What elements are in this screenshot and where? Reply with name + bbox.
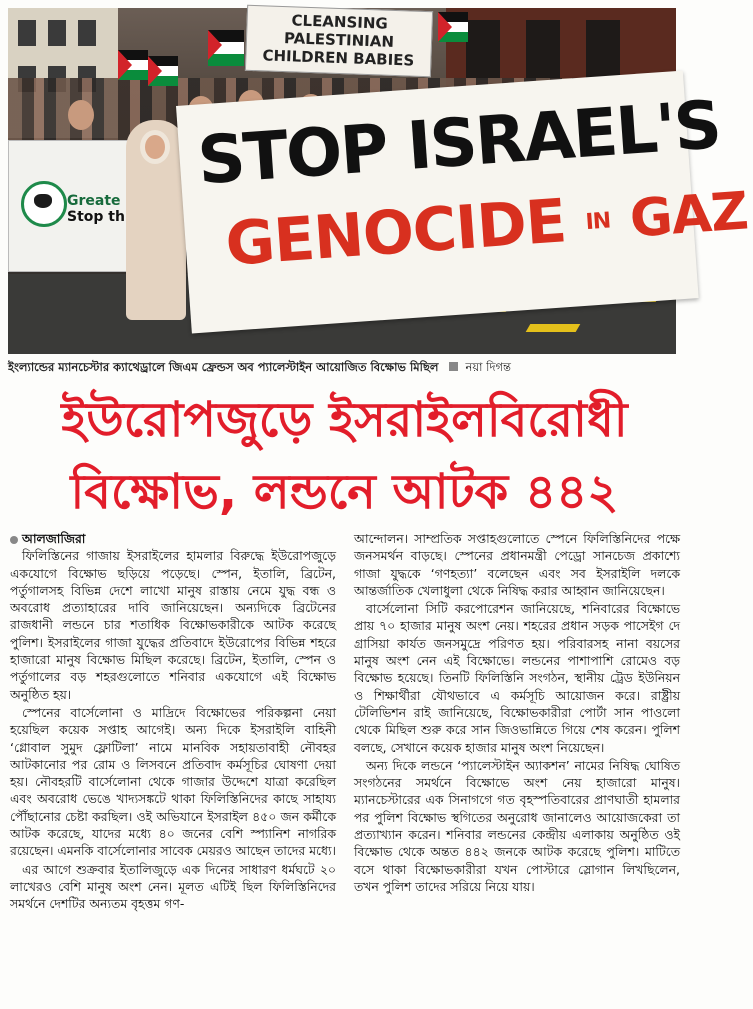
article-paragraph: অন্য দিকে লন্ডনে ‘প্যালেস্টাইন অ্যাকশন’ নামের নিষিদ্ধ ঘোষিত সংগঠনের সমর্থনে বিক্ষোভে অংশ নেয় হাজারো মানুষ। ম্যানচেস্টারের এক সিনাগগে গত বৃহস্পতিবারের প্রাণঘাতী হামলার পর পুলিশ বিক্ষোভ স্থগিতের অনুরোধ জানালেও আয়োজকেরা তা প্রত্যাখ্যান করেন। শনিবার লন্ডনের কেন্দ্রীয় এলাকায় অনুষ্ঠিত ওই বিক্ষোভ থেকে অন্তত ৪৪২ জনকে আটক করেছে পুলিশ। মাটিতে বসে থাকা বিক্ষোভকারীরা যখন পোস্টারে স্লোগান লিখছিলেন, তখন পুলিশ তাদের সরিয়ে নিয়ে যায়। [354,757,680,894]
banner-word-genocide: GENOCIDE [223,186,569,280]
road-marking [526,324,581,332]
article-paragraph: স্পেনের বার্সেলোনা ও মাদ্রিদে বিক্ষোভের পরিকল্পনা নেয়া হয়েছিল কয়েক সপ্তাহ আগেই। অন্য দিকে ইসরাইলি বাহিনী ‘গ্লোবাল সুমুদ ফ্লোটিলা’ নামে মানবিক সহায়তাবাহী নৌবহর আটকানোর পর রোম ও লিসবনে প্রতিবাদ কর্মসূচির ঘোষণা দেয়া হয়। নৌবহরটি বার্সেলোনা থেকে গাজার উদ্দেশে যাত্রা করেছিল এবং অবরোধ ভেঙে খাদ্যসঙ্কটে থাকা ফিলিস্তিনিদের কাছে সাহায্য পৌঁছানোর চেষ্টা করছিল। ওই অভিযানে ইসরাইল ৪৫০ জন কর্মীকে আটক করেছে, যাদের মধ্যে ৪০ জনের বেশি স্প্যানিশ নাগরিক রয়েছেন। এমনকি বার্সেলোনার সাবেক মেয়রও আছেন তাদের মধ্যে। [10,704,336,859]
photo-credit: নয়া দিগন্ত [465,360,511,374]
square-icon [449,362,458,371]
main-banner [176,71,750,334]
photo-caption [8,357,676,377]
top-banner: CLEANSING PALESTINIAN CHILDREN BABIES [245,5,433,77]
protester-face [140,130,170,164]
headline-line-2: বিক্ষোভ, লন্ডনে আটক ৪৪২ [70,464,619,520]
palestine-flag [438,12,468,42]
article-paragraph: ফিলিস্তিনের গাজায় ইসরাইলের হামলার বিরুদ্ধে ইউরোপজুড়ে একযোগে বিক্ষোভ ছড়িয়ে পড়েছে। স্পেন, ইতালি, ব্রিটেন, পর্তুগালসহ বিভিন্ন দেশে লাখো মানুষ রাস্তায় নেমে যুদ্ধ বন্ধ ও অবরোধ প্রত্যাহারের দাবি জানিয়েছেন। অন্যদিকে ব্রিটেনের রাজধানী লন্ডনে চার শতাধিক বিক্ষোভকারীকে আটক করেছে পুলিশ। ইসরাইলের গাজা যুদ্ধের প্রতিবাদে ইউরোপের বিভিন্ন শহরে হাজারো মানুষ বিক্ষোভ মিছিল করেছে। ব্রিটেন, ইতালি, স্পেন ও পর্তুগালের বড় শহরগুলোতে শনিবার একযোগে এই বিক্ষোভ অনুষ্ঠিত হয়। [10,548,336,702]
shop-window [586,20,620,80]
side-banner-line: Stop th [67,209,125,225]
banner-line-1: STOP ISRAEL'S [195,86,723,200]
article-column-left [10,530,336,914]
article-paragraph: বার্সেলোনা সিটি করপোরেশন জানিয়েছে, শনিবারের বিক্ষোভে প্রায় ৭০ হাজার মানুষ অংশ নেয়। শহরের প্রধান সড়ক পাসেইগ দে গ্রাসিয়া কার্যত জনসমুদ্রে পরিণত হয়। পরিবারসহ নানা বয়সের মানুষ অংশ নেন এই বিক্ষোভে। লন্ডনের পাশাপাশি রোমেও বড় বিক্ষোভ হয়েছে। তিনটি ফিলিস্তিনি সংগঠন, স্থানীয় ট্রেড ইউনিয়ন ও শিক্ষার্থীরা যৌথভাবে এ কর্মসূচি আয়োজন করে। রাষ্ট্রীয় টেলিভিশন রাই জানিয়েছে, বিক্ষোভকারীরা পোর্টা সান পাওলো থেকে মিছিল শুরু করে সান জিওভান্নিতে গিয়ে শেষ করেন। পুলিশ বলছে, সেখানে কয়েক হাজার মানুষ অংশ নিয়েছেন। [354,601,680,755]
palestine-flag [118,50,148,80]
article-paragraph: এর আগে শুক্রবার ইতালিজুড়ে এক দিনের সাধারণ ধর্মঘটে ২০ লাখেরও বেশি মানুষ অংশ নেন। মূলত এটিই ছিল ফিলিস্তিনিদের সমর্থনে দেশটির অন্যতম বৃহত্তম গণ- [10,861,336,912]
bullet-icon [10,536,18,544]
caption-text: ইংল্যান্ডের ম্যানচেস্টার ক্যাথেড্রালে জিএম ফ্রেন্ডস অব প্যালেস্টাইন আয়োজিত বিক্ষোভ মিছিল [8,360,439,374]
news-photo [8,8,750,354]
protester-head [68,100,94,130]
banner-line-2 [224,178,750,278]
protester-person [126,120,186,320]
palestine-flag [148,56,178,86]
shop-window [526,20,560,80]
window [78,20,96,46]
banner-word-in: IN [584,208,612,236]
window [18,20,36,46]
banner-word-gaza: GAZ [627,181,750,250]
article-column-right [354,530,680,896]
side-banner-text [67,193,125,225]
window [48,20,66,46]
side-banner-line: Greate [67,193,121,209]
palestine-flag [208,30,244,66]
headline-line-1: ইউরোপজুড়ে ইসরাইলবিরোধী [61,392,628,448]
article-paragraph: আন্দোলন। সাম্প্রতিক সপ্তাহগুলোতে স্পেনে ফিলিস্তিনিদের পক্ষে জনসমর্থন বাড়ছে। স্পেনের প্রধানমন্ত্রী পেড্রো সানচেজ প্রকাশ্যে গাজা যুদ্ধকে ‘গণহত্যা’ বলেছেন এবং সব ইসরাইলি দলকে আন্তর্জাতিক খেলাধুলা থেকে নিষিদ্ধ করার আহ্বান জানিয়েছেন। [354,531,680,598]
organization-logo-icon [21,181,67,227]
article-source [10,530,336,547]
shop-window [466,20,500,80]
source-name: আলজাজিরা [22,531,86,546]
